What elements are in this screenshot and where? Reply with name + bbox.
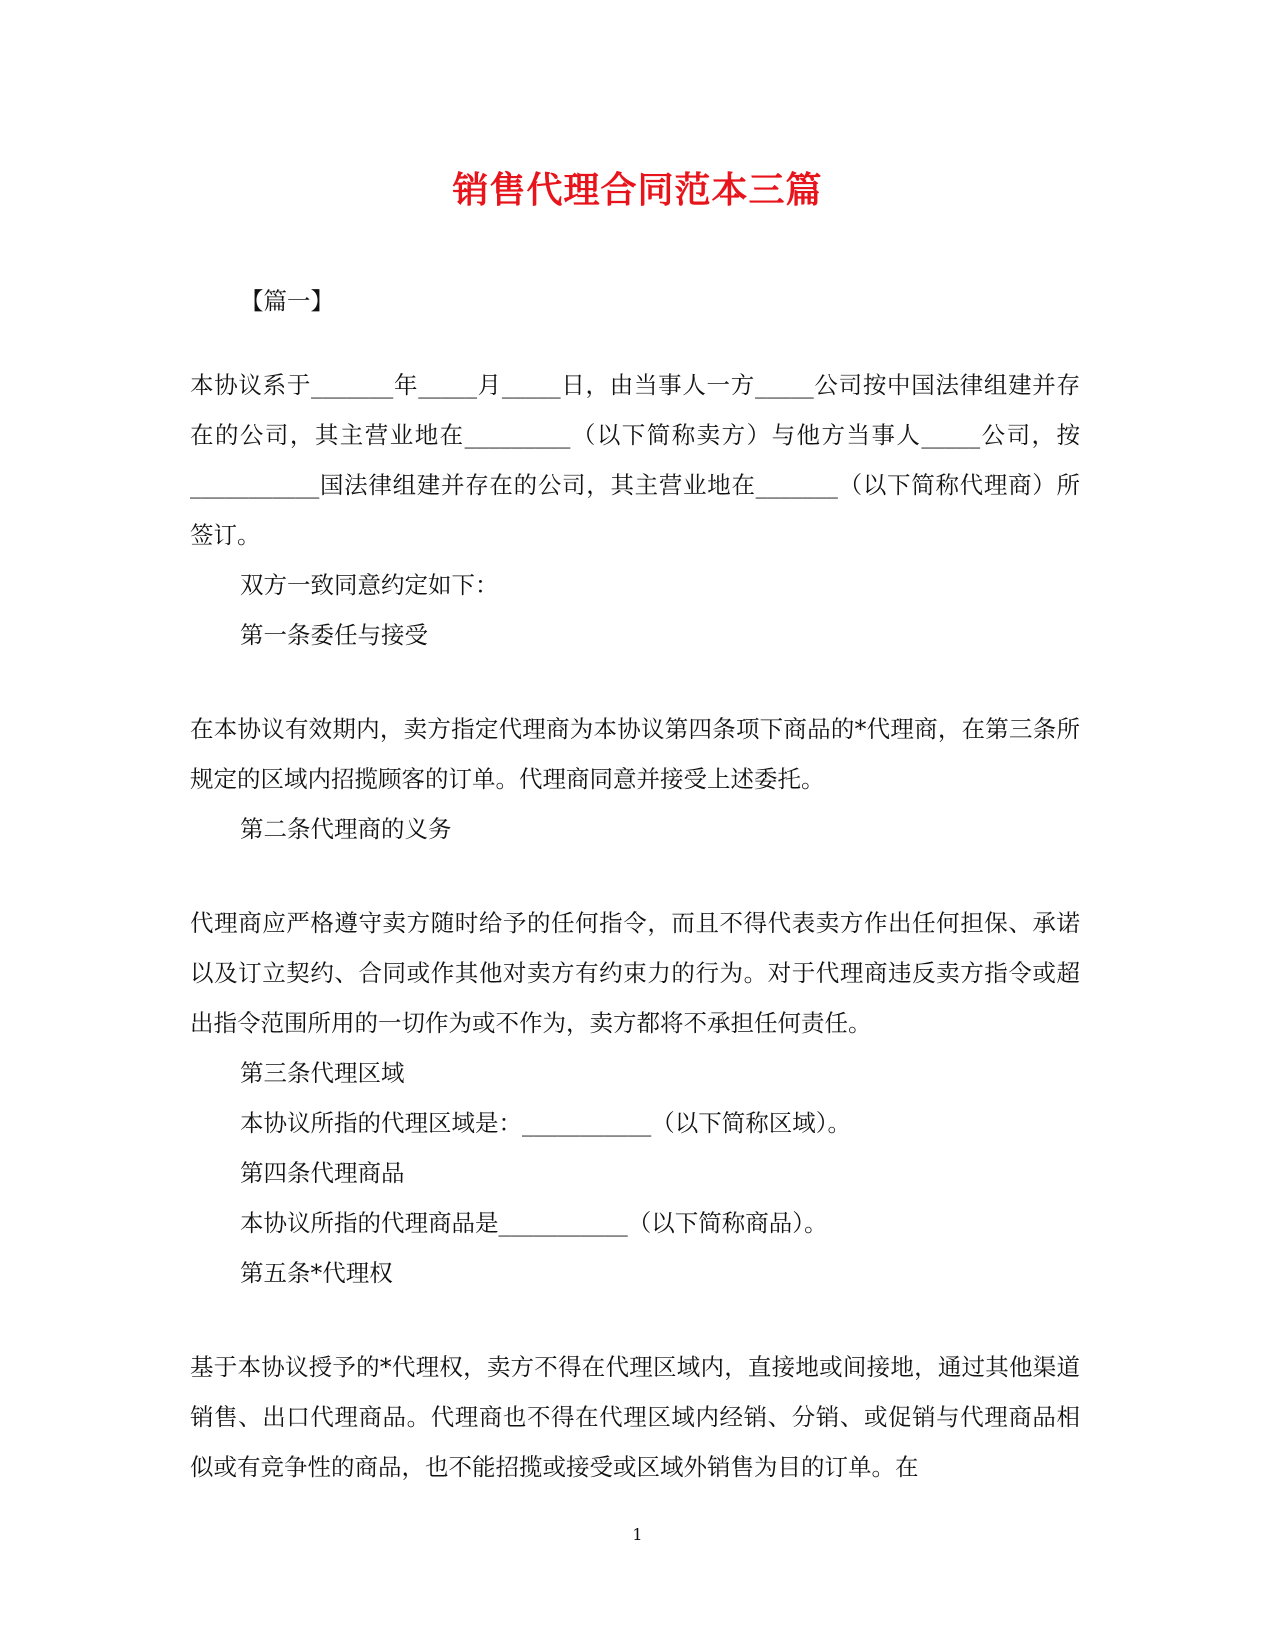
- paragraph-preamble: 本协议系于_______年_____月_____日，由当事人一方_____公司按中国法律组建并存在的公司，其主营业地在_________（以下简称卖方）与他方当事人_____公司，按___________国法律组建并存在的公司，其主营业地在_______（以下简称代理商）所签订。: [190, 371, 1080, 549]
- document-title: 销售代理合同范本三篇: [452, 169, 823, 211]
- paragraph-article-1: 在本协议有效期内，卖方指定代理商为本协议第四条项下商品的*代理商，在第三条所规定的区域内招揽顾客的订单。代理商同意并接受上述委托。: [190, 715, 1080, 793]
- article-heading-3: 第三条代理区域: [240, 1059, 405, 1087]
- section-label: 【篇一】: [240, 287, 334, 315]
- paragraph-article-4: 本协议所指的代理商品是___________（以下简称商品）。: [240, 1209, 828, 1237]
- paragraph-article-2: 代理商应严格遵守卖方随时给予的任何指令，而且不得代表卖方作出任何担保、承诺以及订立契约、合同或作其他对卖方有约束力的行为。对于代理商违反卖方指令或超出指令范围所用的一切作为或不作为，卖方都将不承担任何责任。: [190, 909, 1080, 1037]
- article-heading-2: 第二条代理商的义务: [240, 815, 452, 843]
- article-heading-5: 第五条*代理权: [240, 1259, 393, 1287]
- paragraph-agreement-intro: 双方一致同意约定如下：: [240, 571, 499, 599]
- paragraph-article-3: 本协议所指的代理区域是：___________（以下简称区域）。: [240, 1109, 851, 1137]
- paragraph-article-5: 基于本协议授予的*代理权，卖方不得在代理区域内，直接地或间接地，通过其他渠道销售、出口代理商品。代理商也不得在代理区域内经销、分销、或促销与代理商品相似或有竞争性的商品，也不能招揽或接受或区域外销售为目的订单。在: [190, 1353, 1080, 1481]
- article-heading-4: 第四条代理商品: [240, 1159, 405, 1187]
- page-number: 1: [632, 1525, 643, 1544]
- article-heading-1: 第一条委任与接受: [240, 621, 428, 649]
- document-body: [190, 276, 1080, 1492]
